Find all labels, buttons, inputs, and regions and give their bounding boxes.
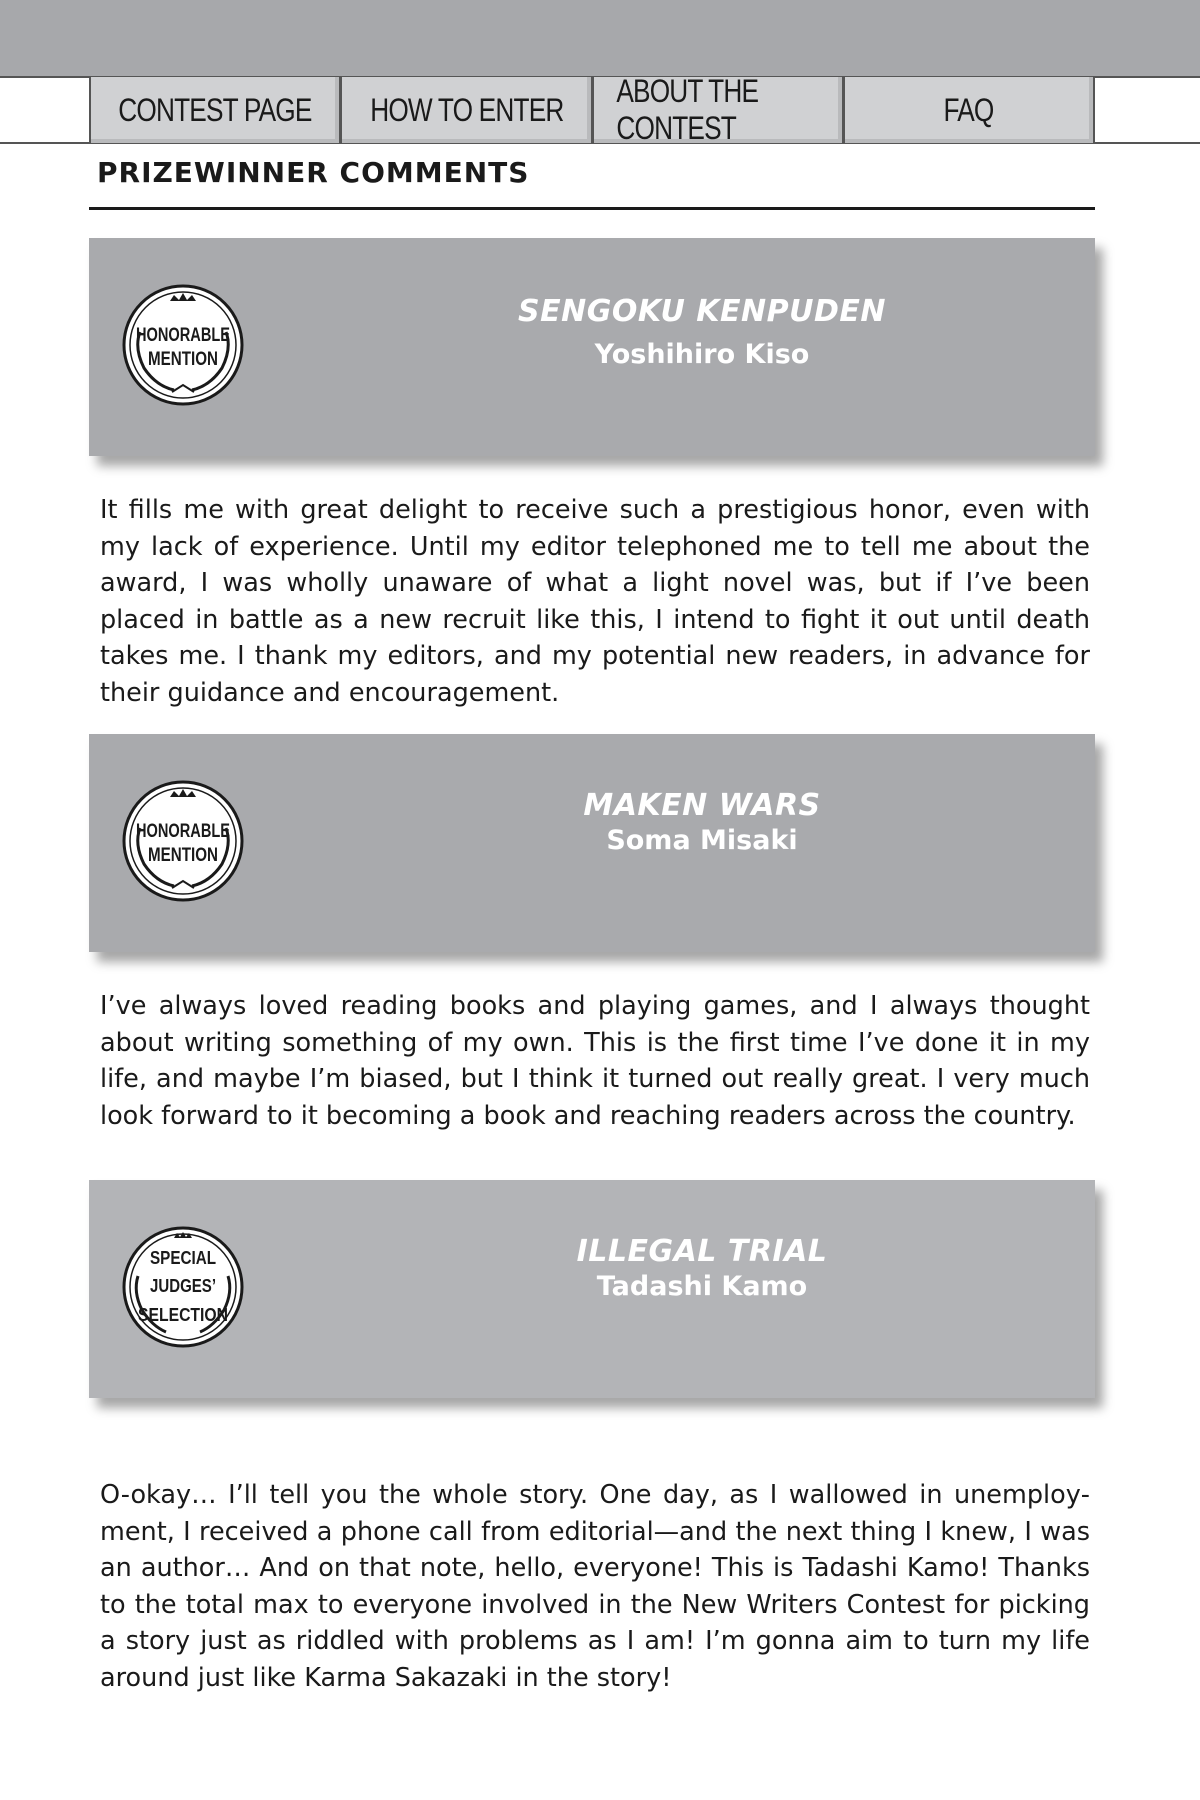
tab-label: CONTEST PAGE xyxy=(118,91,312,128)
winner-comment: O-okay… I’ll tell you the whole story. One day, as I wallowed in unemployment, I received a phone call from editorial—and the next thing I knew, I was an author… And on that note, hello, everyone! This is Tadashi Kamo! Thanks to the total max to everyone involved in the New Writers Contest for picking a story just as riddled with problems as I am! I’m gonna aim to turn my life around just like Karma Sakazaki in the story! xyxy=(100,1480,1090,1693)
contest-nav-tabs xyxy=(89,73,1095,146)
author-name: Tadashi Kamo xyxy=(596,1271,808,1302)
section-divider xyxy=(89,207,1095,210)
tab-about-the-contest[interactable] xyxy=(592,73,843,146)
badge-line: MENTION xyxy=(148,845,218,866)
badge-line: HONORABLE xyxy=(136,325,230,346)
tab-contest-page[interactable] xyxy=(89,77,340,143)
card-heading xyxy=(309,294,1095,370)
badge-line: HONORABLE xyxy=(136,821,230,842)
prizewinner-card xyxy=(89,1180,1095,1398)
work-title: MAKEN WARS xyxy=(583,788,821,823)
tab-label: ABOUT THE CONTEST xyxy=(615,73,758,146)
card-heading xyxy=(309,788,1095,856)
honorable-mention-seal-icon xyxy=(122,284,244,406)
prizewinner-card xyxy=(89,734,1095,952)
badge-line: SELECTION xyxy=(138,1305,228,1325)
author-name: Yoshihiro Kiso xyxy=(594,339,810,370)
top-banner xyxy=(0,0,1200,78)
author-name: Soma Misaki xyxy=(606,825,798,856)
badge-line: SPECIAL xyxy=(150,1248,217,1268)
prizewinner-card xyxy=(89,238,1095,456)
section-title: PRIZEWINNER COMMENTS xyxy=(97,156,530,189)
winner-comment: I’ve always loved reading books and playing games, and I always thought about writing something of my own. This is the first time I’ve done it in my life, and maybe I’m biased, but I think it turned out really great. I very much look forward to it becoming a book and reaching readers across the country. xyxy=(100,991,1090,1131)
work-title: SENGOKU KENPUDEN xyxy=(517,294,886,329)
tab-faq[interactable] xyxy=(843,77,1095,143)
badge-line: JUDGES’ xyxy=(150,1276,216,1296)
special-judges-selection-seal-icon xyxy=(122,1226,244,1348)
tab-label: FAQ xyxy=(943,91,994,128)
work-title: ILLEGAL TRIAL xyxy=(576,1234,828,1269)
tab-label: HOW TO ENTER xyxy=(369,91,564,128)
card-heading xyxy=(309,1234,1095,1302)
winner-comment: It fills me with great delight to receive such a prestigious honor, even with my lack of experience. Until my editor telephoned me to tell me about the award, I was wholly unaware of what a light novel was, but if I’ve been placed in battle as a new recruit like this, I intend to fight it out until death takes me. I thank my editors, and my potential new readers, in advance for their guidance and encouragement. xyxy=(100,495,1090,708)
tab-how-to-enter[interactable] xyxy=(340,77,591,143)
badge-line: MENTION xyxy=(148,349,218,370)
honorable-mention-seal-icon xyxy=(122,780,244,902)
